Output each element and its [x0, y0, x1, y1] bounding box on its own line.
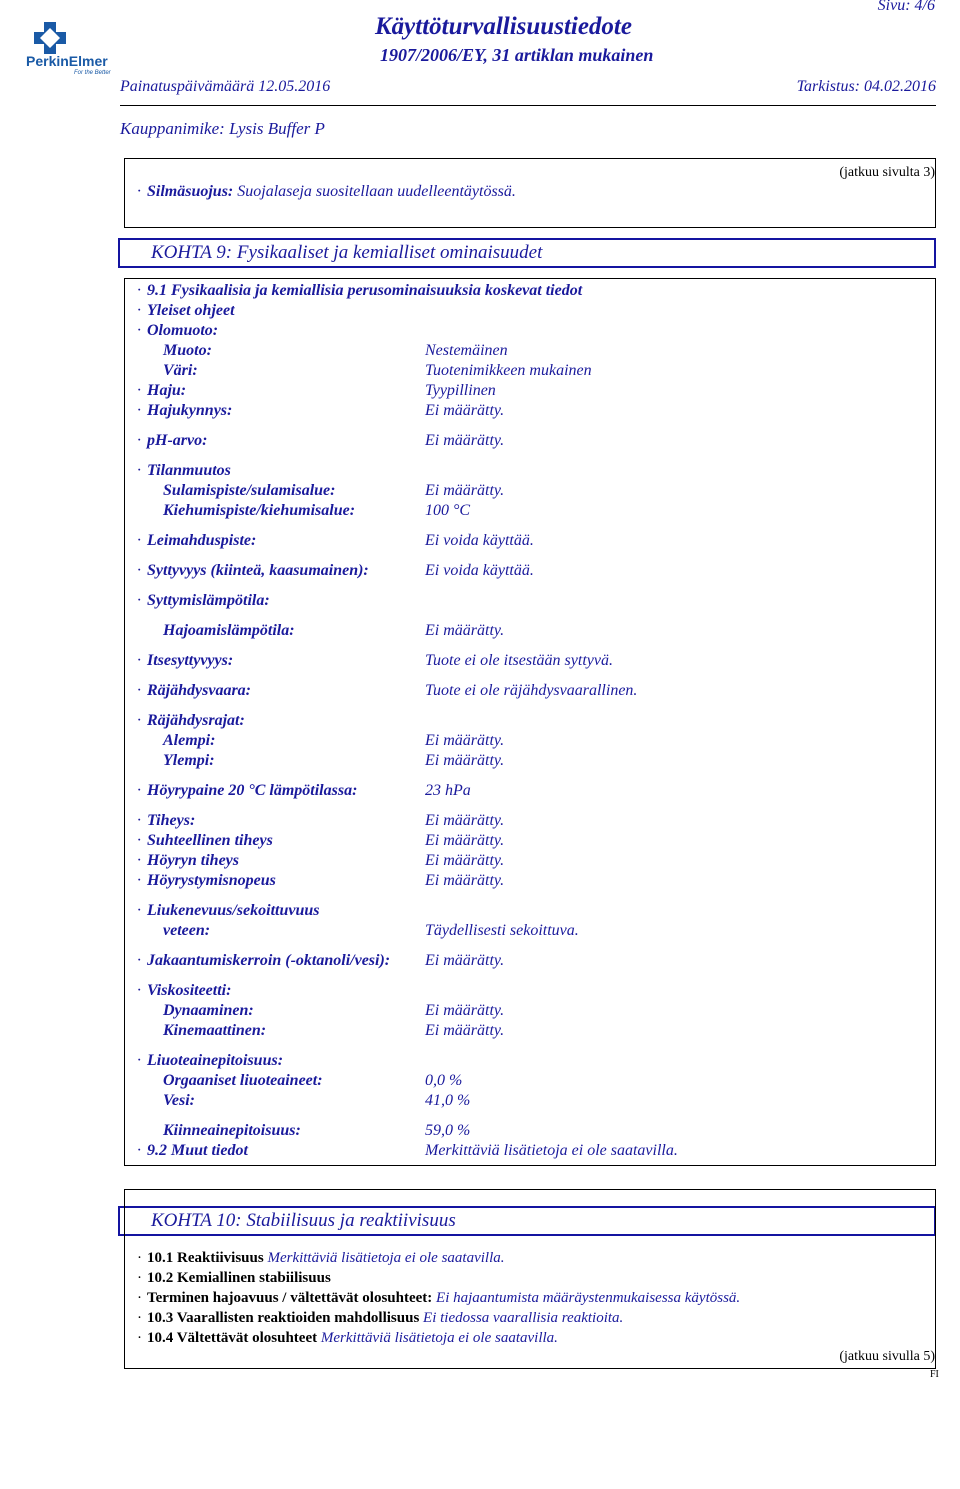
property-label: Muoto: — [163, 342, 212, 359]
property-label: Orgaaniset liuoteaineet: — [163, 1072, 323, 1089]
bullet: · — [137, 712, 141, 729]
section9-row — [147, 482, 335, 500]
property-label: Kinemaattinen: — [163, 1022, 267, 1039]
section9-row — [137, 322, 218, 340]
bullet: · — [137, 872, 141, 889]
eye-protection-row — [137, 183, 516, 201]
section9-row — [137, 302, 235, 320]
section9-row — [137, 462, 231, 480]
property-value: Ei määrätty. — [425, 1002, 505, 1019]
bullet: · — [137, 1250, 142, 1266]
section10-value: Ei tiedossa vaarallisia reaktioita. — [423, 1310, 624, 1326]
section9-row — [147, 1122, 301, 1140]
property-value: Tuote ei ole räjähdysvaarallinen. — [425, 682, 638, 699]
bullet: · — [137, 562, 141, 579]
continued-to: (jatkuu sivulla 5) — [839, 1349, 935, 1364]
property-value: 59,0 % — [425, 1122, 471, 1139]
property-label: Syttyvyys (kiinteä, kaasumainen): — [147, 562, 369, 579]
property-label: Kiehumispiste/kiehumisalue: — [163, 502, 356, 519]
section10-row — [137, 1290, 740, 1307]
bullet: · — [137, 1310, 142, 1326]
section9-row — [137, 1052, 283, 1070]
property-label: Itsesyttyvyys: — [147, 652, 234, 669]
property-label: Ylempi: — [163, 752, 215, 769]
property-label: Räjähdysrajat: — [147, 712, 245, 729]
property-value: Ei määrätty. — [425, 732, 505, 749]
header-divider — [120, 105, 936, 106]
section10-row — [137, 1250, 505, 1267]
property-value: Ei määrätty. — [425, 622, 505, 639]
section10-row — [137, 1330, 558, 1347]
property-label: Höyrystymisnopeus — [147, 872, 276, 889]
section10-key: Terminen hajoavuus / vältettävät olosuhteet: — [147, 1290, 433, 1306]
bullet: · — [137, 402, 141, 419]
property-value: Ei määrätty. — [425, 872, 505, 889]
property-value: Ei määrätty. — [425, 832, 505, 849]
section10-value: Merkittäviä lisätietoja ei ole saatavilla. — [320, 1330, 558, 1346]
section10-key: 10.1 Reaktiivisuus — [147, 1250, 264, 1266]
section9-row — [137, 282, 582, 300]
property-value: Ei määrätty. — [425, 852, 505, 869]
bullet: · — [137, 592, 141, 609]
country-code: FI — [930, 1369, 939, 1380]
property-label: Alempi: — [163, 732, 216, 749]
property-value: Tuotenimikkeen mukainen — [425, 362, 592, 379]
bullet: · — [137, 462, 141, 479]
property-label: Hajukynnys: — [147, 402, 233, 419]
property-label: Leimahduspiste: — [147, 532, 257, 549]
property-value: Ei määrätty. — [425, 432, 505, 449]
section9-title: KOHTA 9: Fysikaaliset ja kemialliset ominaisuudet — [151, 242, 543, 263]
bullet: · — [137, 302, 141, 319]
property-label: 9.1 Fysikaalisia ja kemiallisia perusominaisuuksia koskevat tiedot — [147, 282, 583, 299]
property-value: Ei määrätty. — [425, 812, 505, 829]
bullet: · — [137, 532, 141, 549]
property-label: Tilanmuutos — [147, 462, 231, 479]
property-label: Syttymislämpötila: — [147, 592, 270, 609]
property-label: Viskositeetti: — [147, 982, 232, 999]
bullet: · — [137, 1290, 142, 1306]
eye-protection-label: Silmäsuojus: — [147, 183, 234, 200]
property-label: Väri: — [163, 362, 198, 379]
property-label: Haju: — [147, 382, 187, 399]
property-label: 9.2 Muut tiedot — [147, 1142, 248, 1159]
property-label: Suhteellinen tiheys — [147, 832, 273, 849]
property-value: Tyypillinen — [425, 382, 496, 399]
property-label: Sulamispiste/sulamisalue: — [163, 482, 336, 499]
section9-row — [137, 982, 231, 1000]
section9-row — [137, 532, 256, 550]
section9-row — [137, 382, 186, 400]
section10-title: KOHTA 10: Stabiilisuus ja reaktiivisuus — [151, 1210, 456, 1231]
document-subtitle: 1907/2006/EY, 31 artiklan mukainen — [380, 45, 654, 65]
continued-from: (jatkuu sivulta 3) — [839, 165, 935, 180]
bullet: · — [137, 183, 141, 200]
section9-row — [137, 782, 357, 800]
section9-row — [147, 1002, 254, 1020]
bullet: · — [137, 322, 141, 339]
section9-row — [147, 1092, 195, 1110]
section10-key: 10.3 Vaarallisten reaktioiden mahdollisuus — [147, 1310, 420, 1326]
section9-row — [137, 812, 195, 830]
section9-row — [137, 402, 232, 420]
property-label: Hajoamislämpötila: — [163, 622, 295, 639]
section10-key: 10.4 Vältettävät olosuhteet — [147, 1330, 318, 1346]
section9-row — [137, 852, 239, 870]
revision-date: Tarkistus: 04.02.2016 — [796, 78, 936, 95]
property-value: Ei määrätty. — [425, 1022, 505, 1039]
bullet: · — [137, 982, 141, 999]
section9-row — [137, 902, 319, 920]
property-value: 23 hPa — [425, 782, 471, 799]
property-value: 41,0 % — [425, 1092, 471, 1109]
bullet: · — [137, 832, 141, 849]
svg-text:For the Better: For the Better — [74, 70, 111, 74]
property-value: Nestemäinen — [425, 342, 508, 359]
section9-row — [147, 502, 355, 520]
property-label: veteen: — [163, 922, 211, 939]
document-title: Käyttöturvallisuustiedote — [375, 13, 632, 40]
property-label: Tiheys: — [147, 812, 196, 829]
section10-row — [137, 1270, 331, 1287]
section9-row — [137, 652, 233, 670]
section9-row — [137, 682, 251, 700]
section9-row — [137, 562, 369, 580]
property-value: 0,0 % — [425, 1072, 463, 1089]
bullet: · — [137, 432, 141, 449]
bullet: · — [137, 902, 141, 919]
property-value: 100 °C — [425, 502, 471, 519]
section9-row — [147, 342, 212, 360]
section9-row — [147, 1072, 323, 1090]
section9-row — [137, 1142, 248, 1160]
section9-row — [137, 712, 245, 730]
svg-text:PerkinElmer: PerkinElmer — [26, 53, 108, 69]
property-label: pH-arvo: — [147, 432, 208, 449]
perkinelmer-logo — [26, 18, 138, 74]
property-label: Dynaaminen: — [163, 1002, 254, 1019]
property-label: Jakaantumiskerroin (-oktanoli/vesi): — [147, 952, 391, 969]
bullet: · — [137, 282, 141, 299]
section9-row — [147, 622, 295, 640]
section9-row — [137, 952, 390, 970]
bullet: · — [137, 812, 141, 829]
bullet: · — [137, 652, 141, 669]
eye-protection-value: Suojalaseja suositellaan uudelleentäytössä. — [237, 183, 516, 200]
property-label: Vesi: — [163, 1092, 195, 1109]
property-label: Räjähdysvaara: — [147, 682, 251, 699]
property-label: Kiinneainepitoisuus: — [163, 1122, 301, 1139]
bullet: · — [137, 382, 141, 399]
bullet: · — [137, 1330, 142, 1346]
property-value: Ei määrätty. — [425, 482, 505, 499]
section10-value: Merkittäviä lisätietoja ei ole saatavilla. — [267, 1250, 505, 1266]
section9-row — [137, 432, 207, 450]
section9-row — [137, 832, 273, 850]
section10-value: Ei hajaantumista määräystenmukaisessa käytössä. — [436, 1290, 741, 1306]
property-label: Höyryn tiheys — [147, 852, 239, 869]
print-date: Painatuspäivämäärä 12.05.2016 — [120, 78, 331, 95]
property-value: Tuote ei ole itsestään syttyvä. — [425, 652, 613, 669]
property-value: Merkittäviä lisätietoja ei ole saatavilla. — [425, 1142, 678, 1159]
section9-row — [137, 872, 276, 890]
bullet: · — [137, 852, 141, 869]
property-label: Liukenevuus/sekoittuvuus — [147, 902, 320, 919]
trade-name: Kauppanimike: Lysis Buffer P — [120, 119, 325, 138]
property-value: Ei määrätty. — [425, 402, 505, 419]
bullet: · — [137, 952, 141, 969]
property-label: Höyrypaine 20 °C lämpötilassa: — [147, 782, 358, 799]
page-number: Sivu: 4/6 — [877, 0, 935, 14]
bullet: · — [137, 1142, 141, 1159]
property-value: Ei voida käyttää. — [425, 532, 534, 549]
section9-row — [147, 752, 215, 770]
property-value: Ei määrätty. — [425, 952, 505, 969]
section10-row — [137, 1310, 623, 1327]
property-label: Yleiset ohjeet — [147, 302, 235, 319]
bullet: · — [137, 1052, 141, 1069]
property-value: Täydellisesti sekoittuva. — [425, 922, 579, 939]
property-label: Olomuoto: — [147, 322, 219, 339]
section10-key: 10.2 Kemiallinen stabiilisuus — [147, 1270, 331, 1286]
section9-row — [147, 922, 210, 940]
property-value: Ei voida käyttää. — [425, 562, 534, 579]
section9-row — [147, 732, 215, 750]
section9-row — [137, 592, 270, 610]
section9-row — [147, 1022, 266, 1040]
property-label: Liuoteainepitoisuus: — [147, 1052, 284, 1069]
bullet: · — [137, 782, 141, 799]
section9-row — [147, 362, 198, 380]
bullet: · — [137, 682, 141, 699]
bullet: · — [137, 1270, 142, 1286]
property-value: Ei määrätty. — [425, 752, 505, 769]
